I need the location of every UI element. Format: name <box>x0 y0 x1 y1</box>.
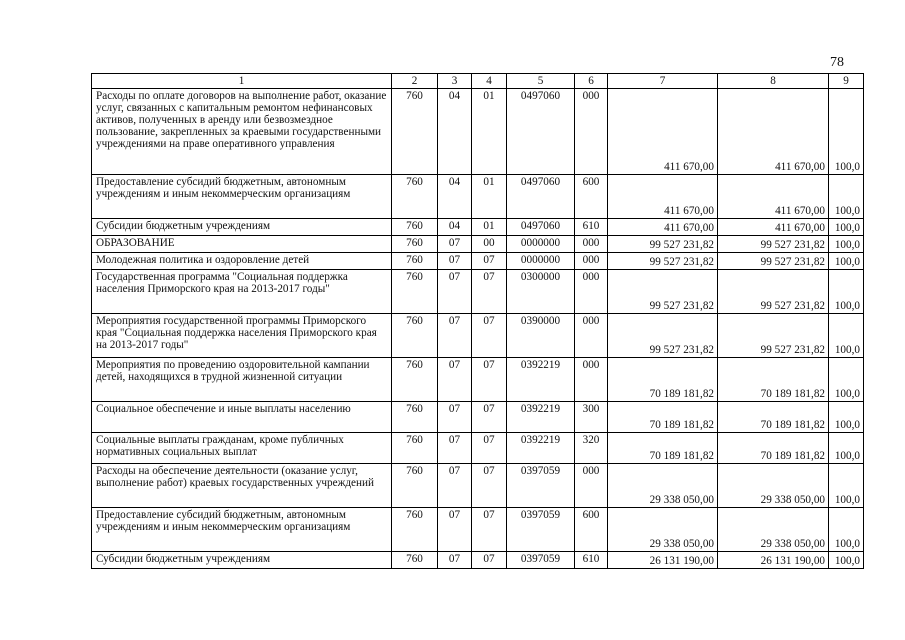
header-cell: 4 <box>472 74 507 89</box>
amount-cell: 70 189 181,82 <box>718 358 829 402</box>
percent-cell: 100,0 <box>829 314 864 358</box>
row-name-cell: Субсидии бюджетным учреждениям <box>92 552 392 569</box>
amount-cell: 29 338 050,00 <box>608 508 718 552</box>
code-cell: 0397059 <box>507 552 575 569</box>
code-cell: 01 <box>472 175 507 219</box>
amount-cell: 99 527 231,82 <box>718 253 829 270</box>
code-cell: 0000000 <box>507 253 575 270</box>
percent-cell: 100,0 <box>829 433 864 464</box>
code-cell: 000 <box>575 253 608 270</box>
amount-cell: 26 131 190,00 <box>608 552 718 569</box>
code-cell: 760 <box>392 253 438 270</box>
amount-cell: 411 670,00 <box>608 175 718 219</box>
code-cell: 760 <box>392 402 438 433</box>
row-name-cell: Государственная программа "Социальная поддержка населения Приморского края на 2013-2017 годы" <box>92 270 392 314</box>
code-cell: 0497060 <box>507 89 575 175</box>
amount-cell: 26 131 190,00 <box>718 552 829 569</box>
amount-cell: 70 189 181,82 <box>718 433 829 464</box>
header-cell: 8 <box>718 74 829 89</box>
code-cell: 07 <box>438 270 472 314</box>
header-cell: 3 <box>438 74 472 89</box>
row-name-cell: Мероприятия по проведению оздоровительной кампании детей, находящихся в трудной жизненной ситуации <box>92 358 392 402</box>
amount-cell: 70 189 181,82 <box>718 402 829 433</box>
amount-cell: 29 338 050,00 <box>718 464 829 508</box>
table-row <box>92 314 864 358</box>
table-row <box>92 433 864 464</box>
code-cell: 000 <box>575 89 608 175</box>
amount-cell: 411 670,00 <box>608 89 718 175</box>
code-cell: 07 <box>472 464 507 508</box>
amount-cell: 99 527 231,82 <box>718 270 829 314</box>
code-cell: 0390000 <box>507 314 575 358</box>
percent-cell: 100,0 <box>829 89 864 175</box>
code-cell: 610 <box>575 219 608 236</box>
header-cell: 5 <box>507 74 575 89</box>
code-cell: 04 <box>438 89 472 175</box>
table-row <box>92 270 864 314</box>
code-cell: 0397059 <box>507 464 575 508</box>
code-cell: 01 <box>472 89 507 175</box>
amount-cell: 411 670,00 <box>718 89 829 175</box>
code-cell: 760 <box>392 433 438 464</box>
table-row <box>92 175 864 219</box>
code-cell: 0392219 <box>507 402 575 433</box>
row-name-cell: Социальное обеспечение и иные выплаты населению <box>92 402 392 433</box>
header-cell: 2 <box>392 74 438 89</box>
percent-cell: 100,0 <box>829 464 864 508</box>
header-cell: 1 <box>92 74 392 89</box>
code-cell: 600 <box>575 175 608 219</box>
amount-cell: 70 189 181,82 <box>608 358 718 402</box>
table-row <box>92 89 864 175</box>
code-cell: 07 <box>438 314 472 358</box>
code-cell: 07 <box>438 464 472 508</box>
code-cell: 01 <box>472 219 507 236</box>
amount-cell: 70 189 181,82 <box>608 433 718 464</box>
amount-cell: 29 338 050,00 <box>718 508 829 552</box>
code-cell: 00 <box>472 236 507 253</box>
row-name-cell: Социальные выплаты гражданам, кроме публичных нормативных социальных выплат <box>92 433 392 464</box>
row-name-cell: Расходы на обеспечение деятельности (оказание услуг, выполнение работ) краевых государственных учреждений <box>92 464 392 508</box>
amount-cell: 99 527 231,82 <box>608 314 718 358</box>
code-cell: 760 <box>392 314 438 358</box>
code-cell: 07 <box>438 552 472 569</box>
code-cell: 760 <box>392 464 438 508</box>
table-row <box>92 508 864 552</box>
code-cell: 0392219 <box>507 433 575 464</box>
percent-cell: 100,0 <box>829 402 864 433</box>
amount-cell: 411 670,00 <box>718 175 829 219</box>
code-cell: 04 <box>438 219 472 236</box>
amount-cell: 99 527 231,82 <box>718 236 829 253</box>
table-row <box>92 402 864 433</box>
code-cell: 300 <box>575 402 608 433</box>
table-row <box>92 219 864 236</box>
code-cell: 760 <box>392 270 438 314</box>
row-name-cell: Субсидии бюджетным учреждениям <box>92 219 392 236</box>
row-name-cell: Расходы по оплате договоров на выполнение работ, оказание услуг, связанных с капитальным ремонтом нефинансовых активов, полученных в аренду или безвозмездное пользование, закрепленных за краевыми государственными учреждениями на праве оперативного управления <box>92 89 392 175</box>
amount-cell: 411 670,00 <box>718 219 829 236</box>
code-cell: 0000000 <box>507 236 575 253</box>
code-cell: 760 <box>392 175 438 219</box>
percent-cell: 100,0 <box>829 270 864 314</box>
code-cell: 000 <box>575 314 608 358</box>
code-cell: 07 <box>438 358 472 402</box>
code-cell: 07 <box>438 402 472 433</box>
percent-cell: 100,0 <box>829 253 864 270</box>
amount-cell: 70 189 181,82 <box>608 402 718 433</box>
amount-cell: 99 527 231,82 <box>608 270 718 314</box>
code-cell: 610 <box>575 552 608 569</box>
code-cell: 0497060 <box>507 219 575 236</box>
header-cell: 9 <box>829 74 864 89</box>
amount-cell: 29 338 050,00 <box>608 464 718 508</box>
code-cell: 07 <box>472 433 507 464</box>
table-row <box>92 253 864 270</box>
header-cell: 6 <box>575 74 608 89</box>
code-cell: 07 <box>472 270 507 314</box>
code-cell: 0392219 <box>507 358 575 402</box>
row-name-cell: Мероприятия государственной программы Приморского края "Социальная поддержка населения Приморского края на 2013-2017 годы" <box>92 314 392 358</box>
row-name-cell: Предоставление субсидий бюджетным, автономным учреждениям и иным некоммерческим организациям <box>92 175 392 219</box>
code-cell: 0397059 <box>507 508 575 552</box>
code-cell: 000 <box>575 270 608 314</box>
code-cell: 000 <box>575 464 608 508</box>
amount-cell: 99 527 231,82 <box>718 314 829 358</box>
code-cell: 760 <box>392 552 438 569</box>
code-cell: 760 <box>392 508 438 552</box>
header-row <box>92 74 864 89</box>
amount-cell: 99 527 231,82 <box>608 253 718 270</box>
code-cell: 000 <box>575 358 608 402</box>
code-cell: 760 <box>392 219 438 236</box>
code-cell: 600 <box>575 508 608 552</box>
budget-table <box>91 73 864 569</box>
code-cell: 760 <box>392 89 438 175</box>
code-cell: 000 <box>575 236 608 253</box>
header-cell: 7 <box>608 74 718 89</box>
code-cell: 760 <box>392 236 438 253</box>
row-name-cell: Молодежная политика и оздоровление детей <box>92 253 392 270</box>
percent-cell: 100,0 <box>829 358 864 402</box>
amount-cell: 99 527 231,82 <box>608 236 718 253</box>
table-row <box>92 464 864 508</box>
page-number: 78 <box>830 55 844 70</box>
code-cell: 0497060 <box>507 175 575 219</box>
code-cell: 07 <box>472 508 507 552</box>
amount-cell: 411 670,00 <box>608 219 718 236</box>
percent-cell: 100,0 <box>829 236 864 253</box>
table-row <box>92 552 864 569</box>
table-row <box>92 236 864 253</box>
code-cell: 760 <box>392 358 438 402</box>
code-cell: 07 <box>472 314 507 358</box>
code-cell: 04 <box>438 175 472 219</box>
code-cell: 07 <box>472 402 507 433</box>
percent-cell: 100,0 <box>829 552 864 569</box>
row-name-cell: ОБРАЗОВАНИЕ <box>92 236 392 253</box>
code-cell: 07 <box>472 253 507 270</box>
percent-cell: 100,0 <box>829 219 864 236</box>
code-cell: 07 <box>472 358 507 402</box>
table-row <box>92 358 864 402</box>
code-cell: 07 <box>438 508 472 552</box>
code-cell: 07 <box>438 253 472 270</box>
code-cell: 07 <box>438 236 472 253</box>
code-cell: 07 <box>438 433 472 464</box>
row-name-cell: Предоставление субсидий бюджетным, автономным учреждениям и иным некоммерческим организациям <box>92 508 392 552</box>
percent-cell: 100,0 <box>829 175 864 219</box>
code-cell: 0300000 <box>507 270 575 314</box>
code-cell: 320 <box>575 433 608 464</box>
code-cell: 07 <box>472 552 507 569</box>
percent-cell: 100,0 <box>829 508 864 552</box>
